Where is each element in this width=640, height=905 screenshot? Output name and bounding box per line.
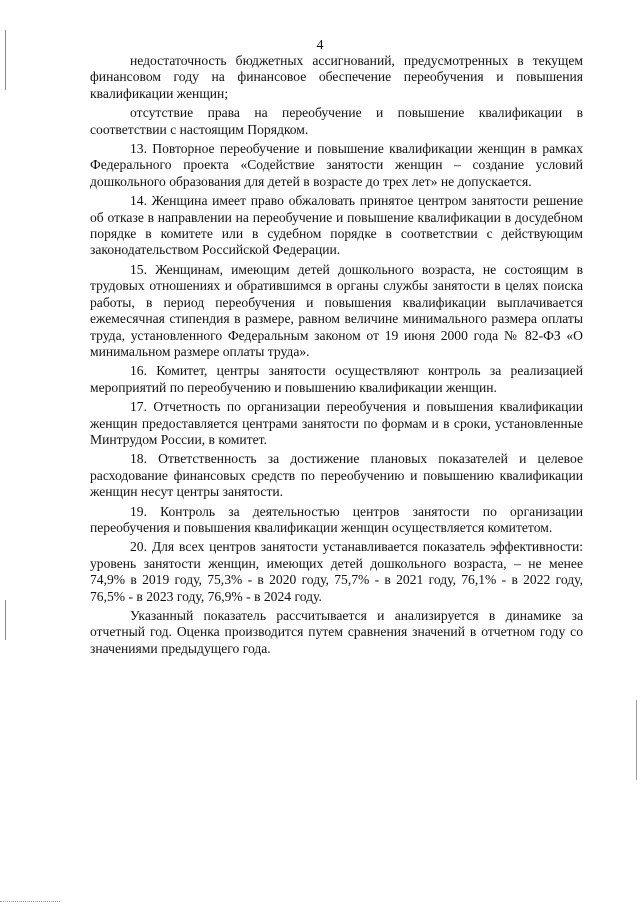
paragraph-19-committee-control: 19. Контроль за деятельностью центров занятости по организации переобучения и повышения квалификации женщин осуществляется комитетом.	[90, 503, 583, 535]
paragraph-budget-shortage: недостаточность бюджетных ассигнований, предусмотренных в текущем финансовом году на финансовое обеспечение переобучения и повышения квалификации женщин;	[90, 53, 583, 101]
paragraph-14-appeal: 14. Женщина имеет право обжаловать принятое центром занятости решение об отказе в направлении на переобучение и повышение квалификации в досудебном порядке в комитете или в судебном порядке в соответствии с действующим законодательством Российской Федерации.	[90, 193, 583, 258]
paragraph-no-right: отсутствие права на переобучение и повышение квалификации в соответствии с настоящим Порядком.	[90, 105, 583, 137]
paragraph-15-stipend: 15. Женщинам, имеющим детей дошкольного возраста, не состоящим в трудовых отношениях и обратившимся в органы службы занятости в целях поиска работы, в период переобучения и повышения квалификации выплачивается ежемесячная стипендия в размере, равном величине минимального размера оплаты труда, установленного Федеральным законом от 19 июня 2000 года № 82-ФЗ «О минимальном размере оплаты труда».	[90, 261, 583, 359]
document-body	[90, 53, 583, 660]
paragraph-20-efficiency-indicator: 20. Для всех центров занятости устанавливается показатель эффективности: уровень занятости женщин, имеющих детей дошкольного возраста, – не менее 74,9% в 2019 году, 75,3% - в 2020 году, 75,7% - в 2021 году, 76,1% - в 2022 году, 76,5% - в 2023 году, 76,9% - в 2024 году.	[90, 539, 583, 604]
paragraph-17-reporting: 17. Отчетность по организации переобучения и повышения квалификации женщин предоставляется центрами занятости по формам и в сроки, установленные Минтрудом России, в комитет.	[90, 399, 583, 447]
scan-footer-mark	[0, 899, 60, 902]
scan-edge-mark	[636, 700, 637, 780]
page-number: 4	[316, 38, 324, 53]
paragraph-16-control: 16. Комитет, центры занятости осуществляют контроль за реализацией мероприятий по переобучению и повышению квалификации женщин.	[90, 363, 583, 395]
paragraph-13-repeat-training: 13. Повторное переобучение и повышение квалификации женщин в рамках Федерального проекта «Содействие занятости женщин – создание условий дошкольного образования для детей в возрасте до трех лет» не допускается.	[90, 141, 583, 189]
paragraph-indicator-analysis: Указанный показатель рассчитывается и анализируется в динамике за отчетный год. Оценка производится путем сравнения значений в отчетном году со значениями предыдущего года.	[90, 608, 583, 656]
paragraph-18-responsibility: 18. Ответственность за достижение плановых показателей и целевое расходование финансовых средств по переобучению и повышению квалификации женщин несут центры занятости.	[90, 451, 583, 500]
scan-edge-mark	[5, 600, 6, 640]
